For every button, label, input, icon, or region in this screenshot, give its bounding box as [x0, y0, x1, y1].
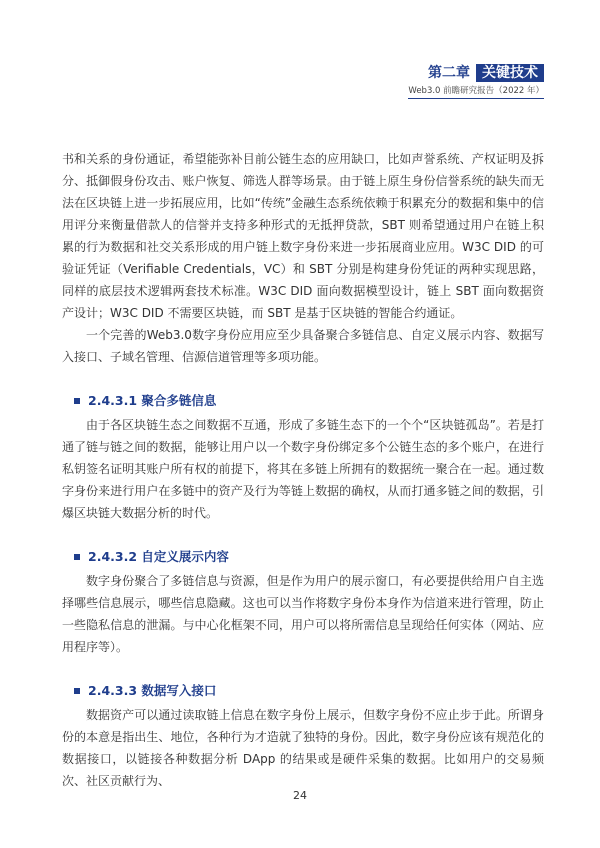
- paragraph-continued: 书和关系的身份通证，希望能弥补目前公链生态的应用缺口，比如声誉系统、产权证明及拆分、抵御假身份攻击、账户恢复、筛选人群等场景。由于链上原生身份信誉系统的缺失而无法在区块链上进一步拓展应用，比如“传统”金融生态系统依赖于积累充分的数据和集中的信用评分来衡量借款人的信誉并支持多种形式的无抵押贷款，SBT 则希望通过用户在链上积累的行为数据和社交关系形成的用户链上数字身份来进一步拓展商业应用。W3C DID 的可验证凭证（Verifiable Credentials，VC）和 SBT 分别是构建身份凭证的两种实现思路，同样的底层技术逻辑两套技术标准。W3C DID 面向数据模型设计，链上 SBT 面向数据资产设计；W3C DID 不需要区块链，而 SBT 是基于区块链的智能合约通证。: [62, 152, 544, 320]
- chapter-title: 关键技术: [476, 64, 544, 82]
- square-bullet-icon: [74, 688, 80, 694]
- paragraph-custom-display: 数字身份聚合了多链信息与资源，但是作为用户的展示窗口，有必要提供给用户自主选择哪些信息展示，哪些信息隐藏。这也可以当作将数字身份本身作为信道来进行管理，防止一些隐私信息的泄漏。与中心化框架不同，用户可以将所需信息呈现给任何实体（网站、应用程序等）。: [62, 574, 544, 654]
- paragraph-data-interface: 数据资产可以通过读取链上信息在数字身份上展示，但数字身份不应止步于此。所谓身份的本意是指出生、地位，各种行为才造就了独特的身份。因此，数字身份应该有规范化的数据接口，以链接各种数据分析 DApp 的结果或是硬件采集的数据。比如用户的交易频次、社区贡献行为、: [62, 708, 544, 788]
- square-bullet-icon: [74, 554, 80, 560]
- section-title: 2.4.3.2 自定义展示内容: [88, 549, 229, 564]
- paragraph-functions: 一个完善的Web3.0数字身份应用应至少具备聚合多链信息、自定义展示内容、数据写入接口、子域名管理、信源信道管理等多项功能。: [62, 328, 544, 364]
- paragraph-multichain: 由于各区块链生态之间数据不互通，形成了多链生态下的一个个“区块链孤岛”。若是打通了链与链之间的数据，能够让用户以一个数字身份绑定多个公链生态的多个账户，在进行私钥签名证明其账户所有权的前提下，将其在多链上所拥有的数据统一聚合在一起。通过数字身份来进行用户在多链中的资产及行为等链上数据的确权，从而打通多链之间的数据，引爆区块链大数据分析的时代。: [62, 418, 544, 520]
- section-heading-multichain: [62, 390, 544, 412]
- section-heading-custom-display: [62, 546, 544, 568]
- section-heading-data-interface: [62, 680, 544, 702]
- chapter-number: 第二章: [428, 65, 470, 81]
- main-content: [62, 148, 544, 792]
- report-subtitle: Web3.0 前瞻研究报告（2022 年）: [408, 84, 544, 99]
- square-bullet-icon: [74, 398, 80, 404]
- page-number: 24: [293, 789, 307, 802]
- chapter-heading: [408, 64, 544, 82]
- section-title: 2.4.3.1 聚合多链信息: [88, 393, 217, 408]
- section-title: 2.4.3.3 数据写入接口: [88, 683, 217, 698]
- running-header: [408, 64, 544, 99]
